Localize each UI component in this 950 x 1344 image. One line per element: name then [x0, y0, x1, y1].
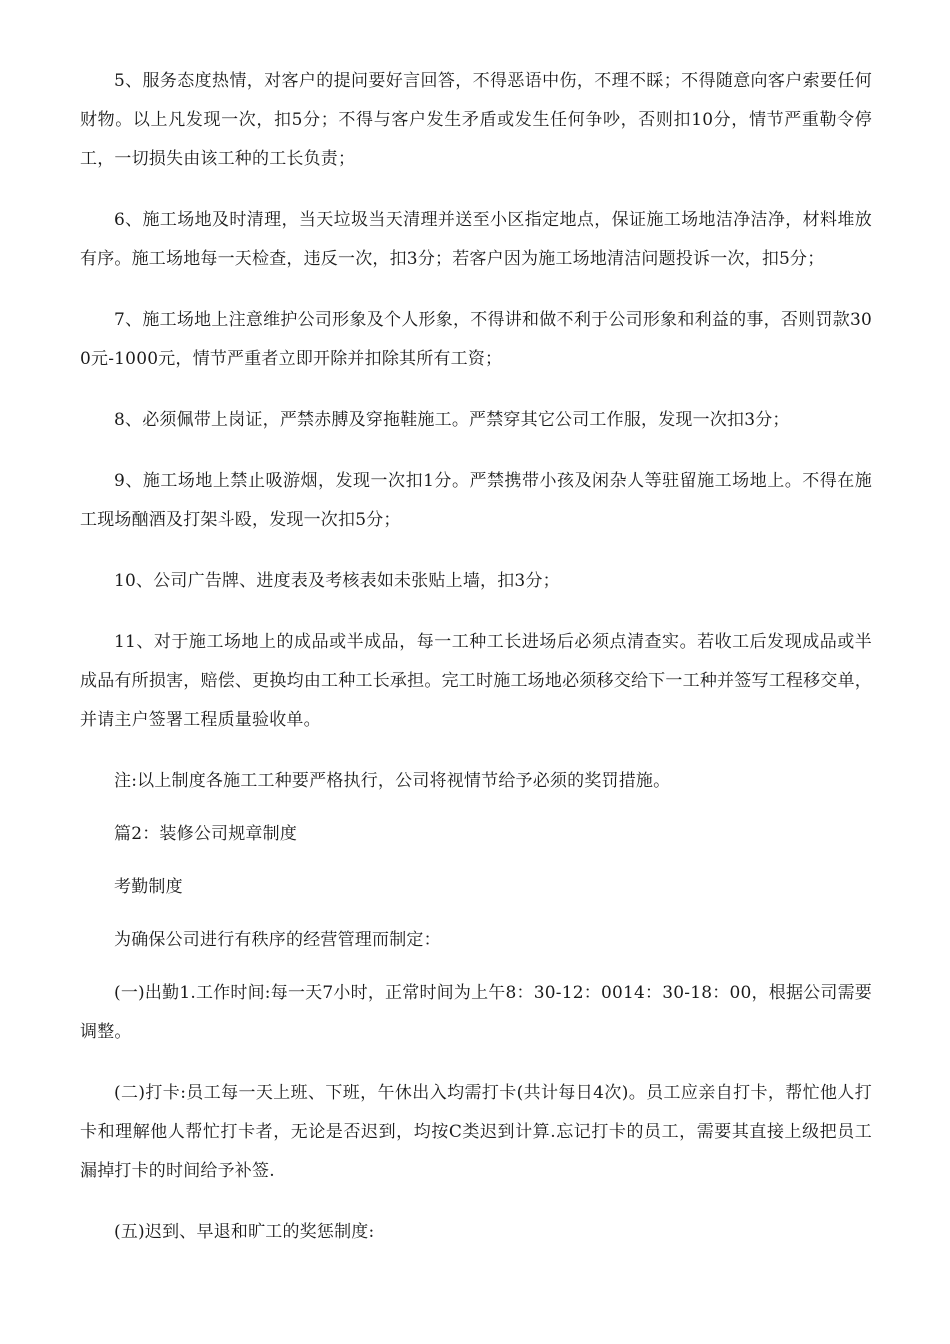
rule-5-paragraph: 5、服务态度热情，对客户的提问要好言回答，不得恶语中伤，不理不睬；不得随意向客户索要任何财物。以上凡发现一次，扣5分；不得与客户发生矛盾或发生任何争吵，否则扣10分，情节严重勒令停工，一切损失由该工种的工长负责；: [80, 71, 872, 169]
rule-6-paragraph: 6、施工场地及时清理，当天垃圾当天清理并送至小区指定地点，保证施工场地洁净洁净，材料堆放有序。施工场地每一天检查，违反一次，扣3分；若客户因为施工场地清洁问题投诉一次，扣5分；: [80, 210, 872, 269]
attendance-paragraph: (一)出勤1.工作时间:每一天7小时，正常时间为上午8：30-12：0014：30-18：00，根据公司需要调整。: [80, 983, 872, 1042]
rule-8-paragraph: 8、必须佩带上岗证，严禁赤膊及穿拖鞋施工。严禁穿其它公司工作服，发现一次扣3分；: [114, 410, 790, 430]
section-heading: 篇2：装修公司规章制度: [114, 824, 298, 844]
rule-11-paragraph: 11、对于施工场地上的成品或半成品，每一工种工长进场后必须点清查实。若收工后发现成品或半成品有所损害，赔偿、更换均由工种工长承担。完工时施工场地必须移交给下一工种并签写工程移交单，并请主户签署工程质量验收单。: [80, 632, 872, 730]
penalty-heading: (五)迟到、早退和旷工的奖惩制度:: [114, 1222, 375, 1242]
document-page: [80, 62, 872, 1274]
rule-9-paragraph: 9、施工场地上禁止吸游烟，发现一次扣1分。严禁携带小孩及闲杂人等驻留施工场地上。不得在施工现场酗酒及打架斗殴，发现一次扣5分；: [80, 471, 872, 530]
subsection-heading: 考勤制度: [114, 877, 183, 897]
clock-in-paragraph: (二)打卡:员工每一天上班、下班，午休出入均需打卡(共计每日4次)。员工应亲自打卡，帮忙他人打卡和理解他人帮忙打卡者，无论是否迟到，均按C类迟到计算.忘记打卡的员工，需要其直接上级把员工漏掉打卡的时间给予补签.: [80, 1083, 872, 1181]
rule-10-paragraph: 10、公司广告牌、进度表及考核表如未张贴上墙，扣3分；: [114, 571, 560, 591]
note-paragraph: 注:以上制度各施工工种要严格执行，公司将视情节给予必须的奖罚措施。: [114, 771, 671, 791]
rule-7-paragraph: 7、施工场地上注意维护公司形象及个人形象，不得讲和做不利于公司形象和利益的事，否则罚款300元-1000元，情节严重者立即开除并扣除其所有工资；: [80, 310, 872, 369]
purpose-paragraph: 为确保公司进行有秩序的经营管理而制定：: [114, 930, 441, 950]
